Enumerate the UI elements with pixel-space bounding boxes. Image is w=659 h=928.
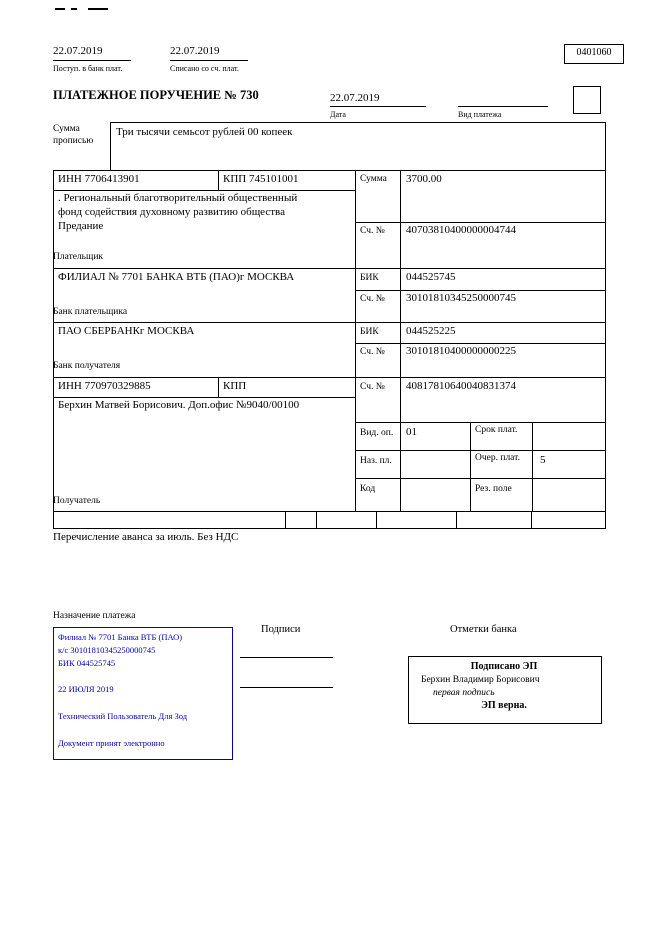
- payee-bank-bik-label: БИК: [360, 327, 379, 337]
- form-border: [470, 422, 471, 512]
- amount-in-words: Три тысячи семьсот рублей 00 копеек: [116, 126, 293, 138]
- print-mark: [55, 8, 65, 10]
- form-border: [355, 290, 606, 291]
- payee-bank-section-label: Банк получателя: [53, 361, 121, 371]
- payer-account-label: Сч. №: [360, 226, 385, 236]
- form-border: [53, 268, 606, 269]
- code-label: Код: [360, 484, 376, 494]
- form-border: [605, 122, 606, 529]
- payer-inn: ИНН 7706413901: [58, 173, 140, 185]
- payment-purpose-text: Перечисление аванса за июль. Без НДС: [53, 531, 239, 543]
- form-border: [355, 343, 606, 344]
- form-border: [355, 422, 606, 423]
- payer-bank-name: ФИЛИАЛ № 7701 БАНКА ВТБ (ПАО)г МОСКВА: [58, 271, 295, 283]
- debited-date-label: Списано со сч. плат.: [170, 64, 239, 73]
- payee-section-label: Получатель: [53, 496, 101, 506]
- payment-term-label: Срок плат.: [475, 425, 518, 435]
- payer-bank-bik: 044525745: [406, 271, 456, 283]
- received-date-label: Поступ. в банк плат.: [53, 64, 123, 73]
- signature-stamp-verified: ЭП верна.: [481, 700, 527, 711]
- signature-line: [240, 687, 333, 688]
- payee-bank-name: ПАО СБЕРБАНКг МОСКВА: [58, 325, 195, 337]
- signatures-header: Подписи: [261, 624, 301, 635]
- form-border: [53, 322, 606, 323]
- form-code-box: [564, 44, 624, 64]
- payer-kpp: КПП 745101001: [223, 173, 299, 185]
- amount-label: Сумма: [360, 174, 387, 184]
- payment-kind-underline: [458, 106, 548, 107]
- payment-order-value: 5: [540, 454, 546, 466]
- page-title: ПЛАТЕЖНОЕ ПОРУЧЕНИЕ № 730: [53, 88, 259, 102]
- amount-value: 3700.00: [406, 173, 442, 185]
- form-border: [53, 377, 606, 378]
- bank-stamp-corr-account: к/с 30101810345250000745: [58, 645, 156, 655]
- form-code: 0401060: [576, 47, 612, 58]
- payment-kind-label: Вид платежа: [458, 110, 502, 119]
- operation-kind-value: 01: [406, 426, 417, 438]
- signature-line: [240, 657, 333, 658]
- bank-marks-header: Отметки банка: [450, 624, 517, 635]
- print-mark: [71, 8, 77, 10]
- payer-bank-section-label: Банк плательщика: [53, 307, 128, 317]
- bank-stamp-bank-name: Филиал № 7701 Банка ВТБ (ПАО): [58, 632, 183, 642]
- reserve-field-label: Рез. поле: [475, 484, 512, 494]
- form-border: [376, 511, 377, 528]
- payee-bank-account-label: Сч. №: [360, 347, 385, 357]
- status-code-box: [573, 86, 601, 114]
- payer-bank-account: 30101810345250000745: [406, 292, 516, 304]
- payment-purpose-label: Назначение платежа: [53, 611, 136, 621]
- form-border: [355, 222, 606, 223]
- form-border: [110, 122, 111, 170]
- purpose-code-label: Наз. пл.: [360, 456, 392, 466]
- payer-section-label: Плательщик: [53, 252, 104, 262]
- form-border: [355, 450, 606, 451]
- payer-bank-account-label: Сч. №: [360, 294, 385, 304]
- date-label: Дата: [330, 110, 346, 119]
- form-border: [285, 511, 286, 528]
- form-border: [53, 511, 606, 512]
- document-date-underline: [330, 106, 426, 107]
- bank-stamp-date: 22 ИЮЛЯ 2019: [58, 684, 114, 694]
- form-border: [355, 478, 606, 479]
- payment-order-label: Очер. плат.: [475, 453, 520, 463]
- signature-stamp-type: первая подпись: [433, 688, 495, 698]
- payee-account: 40817810640040831374: [406, 380, 516, 392]
- payee-kpp-label: КПП: [223, 380, 247, 392]
- bank-stamp-bik: БИК 044525745: [58, 658, 116, 668]
- payer-name: . Региональный благотворительный общественный фонд содействия духовному развитию общества Предание: [58, 192, 298, 232]
- signature-stamp-signer: Берхин Владимир Борисович: [421, 675, 540, 685]
- form-border: [53, 170, 606, 171]
- form-border: [532, 422, 533, 512]
- form-border: [110, 122, 606, 123]
- operation-kind-label: Вид. оп.: [360, 428, 394, 438]
- form-border: [316, 511, 317, 528]
- bank-stamp-status: Документ принят электронно: [58, 738, 165, 748]
- payer-bank-bik-label: БИК: [360, 273, 379, 283]
- received-date-underline: [53, 60, 131, 61]
- amount-words-label-line1: Сумма: [53, 124, 80, 134]
- form-border: [456, 511, 457, 528]
- payee-inn: ИНН 770970329885: [58, 380, 151, 392]
- debited-date: 22.07.2019: [170, 45, 220, 57]
- form-border: [53, 528, 606, 529]
- payer-account: 40703810400000004744: [406, 224, 516, 236]
- form-border: [218, 377, 219, 398]
- bank-stamp-user: Технический Пользователь Для Зод: [58, 711, 188, 721]
- payee-name: Берхин Матвей Борисович. Доп.офис №9040/00100: [58, 399, 300, 411]
- payee-bank-account: 30101810400000000225: [406, 345, 516, 357]
- received-date: 22.07.2019: [53, 45, 103, 57]
- form-border: [218, 170, 219, 191]
- payee-bank-bik: 044525225: [406, 325, 456, 337]
- signature-stamp-title: Подписано ЭП: [470, 661, 538, 672]
- debited-date-underline: [170, 60, 248, 61]
- amount-words-label-line2: прописью: [53, 136, 94, 146]
- document-date: 22.07.2019: [330, 92, 380, 104]
- form-border: [531, 511, 532, 528]
- form-border: [53, 397, 356, 398]
- payee-account-label: Сч. №: [360, 382, 385, 392]
- form-border: [53, 170, 54, 529]
- print-mark: [88, 8, 108, 10]
